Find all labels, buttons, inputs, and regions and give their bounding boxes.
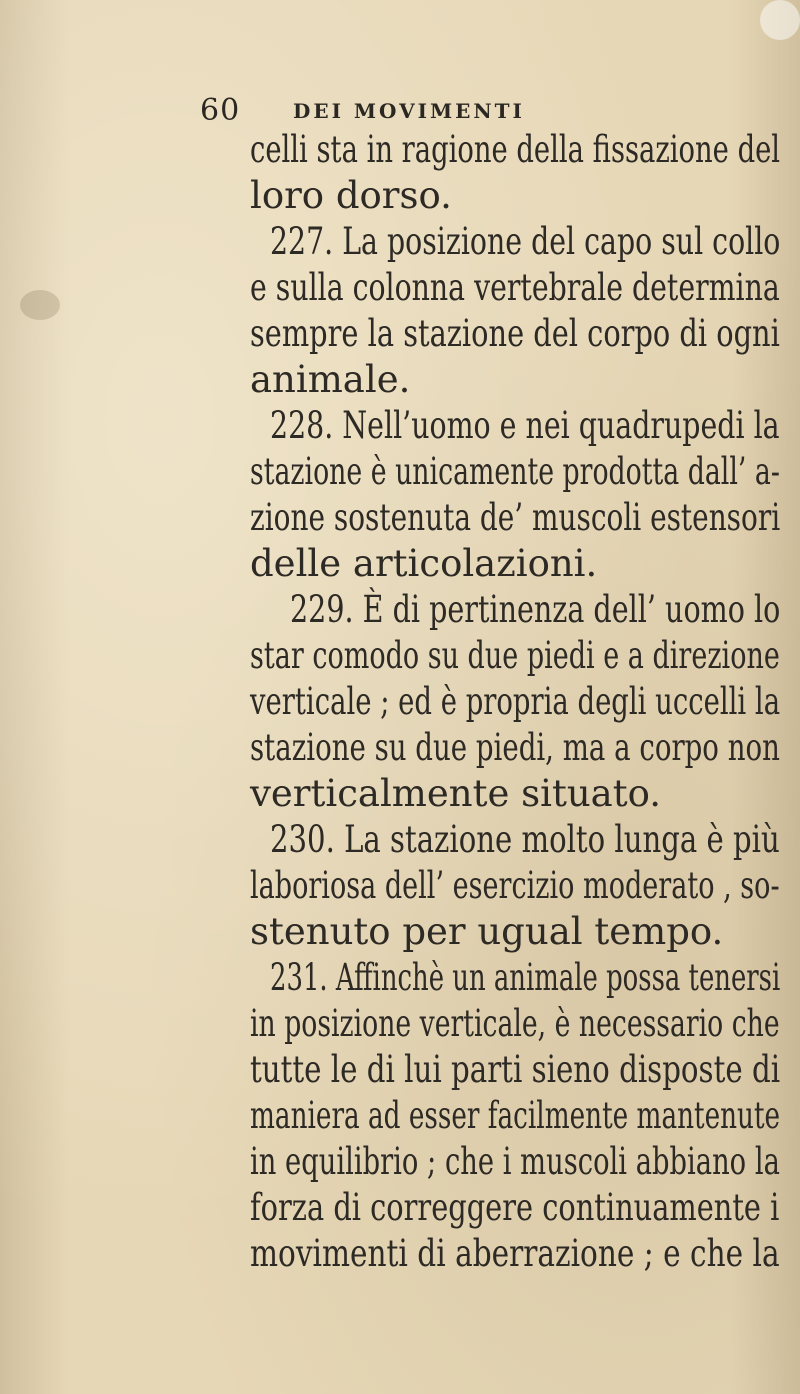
text-line: celli sta in ragione della fissazione del <box>250 128 781 171</box>
text-line: e sulla colonna vertebrale determina <box>250 266 780 309</box>
text-line: loro dorso. <box>250 174 452 217</box>
text-line: stenuto per ugual tempo. <box>250 910 724 953</box>
text-line: delle articolazioni. <box>250 542 598 585</box>
text-line: laboriosa dell’ esercizio moderato , so- <box>250 864 780 907</box>
paper-stain <box>760 0 800 40</box>
page-header <box>200 93 720 133</box>
text-line: star comodo su due piedi e a direzione <box>250 634 780 677</box>
text-line: 231. Affinchè un animale possa tenersi <box>270 956 781 999</box>
text-line: verticalmente situato. <box>250 772 661 815</box>
text-line: in posizione verticale, è necessario che <box>250 1002 780 1045</box>
text-line: 228. Nell’uomo e nei quadrupedi la <box>270 404 780 447</box>
text-line: zione sostenuta de’ muscoli estensori <box>250 496 781 539</box>
paper-stain <box>20 290 60 320</box>
text-line: movimenti di aberrazione ; e che la <box>250 1232 780 1275</box>
running-head: DEI MOVIMENTI <box>293 99 525 123</box>
text-line: forza di correggere continuamente i <box>250 1186 780 1229</box>
text-line: animale. <box>250 358 411 401</box>
text-line: verticale ; ed è propria degli uccelli la <box>250 680 781 723</box>
text-line: 227. La posizione del capo sul collo <box>270 220 781 263</box>
text-line: tutte le di lui parti sieno disposte di <box>250 1048 781 1091</box>
page-number: 60 <box>200 93 241 128</box>
text-line: maniera ad esser facilmente mantenute <box>250 1094 781 1137</box>
text-line: stazione su due piedi, ma a corpo non <box>250 726 780 769</box>
text-line: in equilibrio ; che i muscoli abbiano la <box>250 1140 780 1183</box>
text-line: sempre la stazione del corpo di ogni <box>250 312 780 355</box>
text-line: 230. La stazione molto lunga è più <box>270 818 780 861</box>
text-line: stazione è unicamente prodotta dall’ a- <box>250 450 780 493</box>
text-line: 229. È di pertinenza dell’ uomo lo <box>290 588 781 631</box>
